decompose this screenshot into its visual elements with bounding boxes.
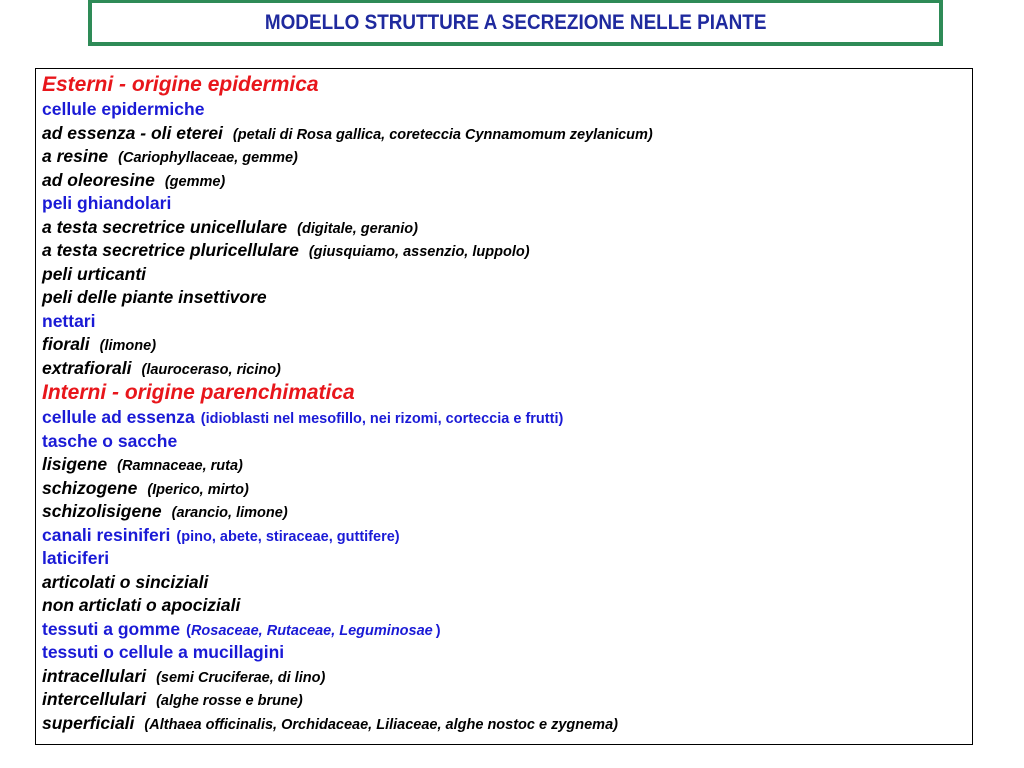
item-row — [42, 453, 972, 477]
row-main: tessuti a gomme — [42, 618, 181, 639]
row-main: cellule epidermiche — [42, 99, 205, 119]
row-note: (petali di Rosa gallica, coreteccia Cynnamomum zeylanicum) — [232, 126, 653, 143]
row-main: a testa secretrice pluricellulare — [42, 240, 299, 260]
item-row — [42, 333, 972, 357]
row-main: Interni - origine parenchimatica — [42, 381, 355, 404]
item-row — [42, 145, 972, 169]
row-main: articolati o sinciziali — [42, 571, 209, 592]
row-main: peli delle piante insettivore — [42, 287, 267, 307]
row-main: intercellulari — [42, 689, 147, 709]
row-note: (arancio, limone) — [171, 505, 288, 521]
row-main: ad essenza - oli eterei — [42, 122, 223, 143]
category-row — [42, 98, 972, 122]
row-note: (alghe rosse e brune) — [156, 693, 303, 709]
row-note: (idioblasti nel mesofillo, nei rizomi, corteccia e frutti) — [200, 411, 564, 427]
item-row — [42, 169, 972, 193]
title-box — [88, 0, 943, 46]
row-main: tessuti o cellule a mucillagini — [42, 642, 285, 662]
row-main: a resine — [42, 146, 109, 166]
row-note: (Ramnaceae, ruta) — [117, 458, 243, 474]
row-note: (Iperico, mirto) — [147, 481, 249, 498]
category-row — [42, 641, 972, 665]
item-row — [42, 665, 972, 689]
row-note: (digitale, geranio) — [297, 220, 418, 237]
row-note: (limone) — [99, 338, 157, 354]
row-main: a testa secretrice unicellulare — [42, 216, 288, 237]
category-row — [42, 310, 972, 334]
item-row — [42, 688, 972, 712]
row-main: extrafiorali — [42, 357, 132, 378]
item-row — [42, 122, 972, 146]
row-main: schizolisigene — [42, 501, 162, 521]
row-main: laticiferi — [42, 548, 110, 568]
row-main: cellule ad essenza — [42, 407, 195, 427]
row-note: (pino, abete, stiraceae, guttifere) — [176, 528, 400, 545]
row-note: (giusquiamo, assenzio, luppolo) — [308, 244, 530, 260]
row-main: tasche o sacche — [42, 430, 178, 451]
item-row — [42, 263, 972, 287]
content-box — [35, 68, 973, 745]
category-row — [42, 406, 972, 430]
row-main: peli urticanti — [42, 263, 147, 284]
item-row — [42, 500, 972, 524]
row-note: Rosaceae, Rutaceae, Leguminosae — [190, 622, 433, 639]
row-main: fiorali — [42, 334, 90, 354]
row-main: lisigene — [42, 454, 108, 474]
item-row — [42, 216, 972, 240]
row-note: (semi Cruciferae, di lino) — [156, 669, 326, 686]
row-main: Esterni - origine epidermica — [42, 73, 319, 96]
row-note-open: ( — [186, 622, 191, 639]
item-row — [42, 712, 972, 736]
category-row — [42, 430, 972, 454]
item-row — [42, 571, 972, 595]
row-main: peli ghiandolari — [42, 193, 172, 213]
row-main: nettari — [42, 310, 96, 331]
row-main: non articlati o apociziali — [42, 595, 241, 615]
category-row — [42, 547, 972, 571]
row-main: superficiali — [42, 712, 135, 733]
row-main: schizogene — [42, 477, 138, 498]
row-note: (gemme) — [164, 173, 226, 190]
row-main: ad oleoresine — [42, 169, 155, 190]
row-main: canali resiniferi — [42, 524, 171, 545]
item-row — [42, 594, 972, 618]
item-row — [42, 477, 972, 501]
item-row — [42, 239, 972, 263]
page-title: MODELLO STRUTTURE A SECREZIONE NELLE PIANTE — [264, 10, 767, 34]
section-heading-external — [42, 72, 972, 98]
section-heading-internal — [42, 380, 972, 406]
category-row — [42, 192, 972, 216]
row-note-close: ) — [435, 622, 441, 639]
item-row — [42, 286, 972, 310]
row-note: (lauroceraso, ricino) — [141, 361, 281, 378]
category-row — [42, 618, 972, 642]
item-row — [42, 357, 972, 381]
row-note: (Cariophyllaceae, gemme) — [118, 150, 298, 166]
row-note: (Althaea officinalis, Orchidaceae, Liliaceae, alghe nostoc e zygnema) — [144, 716, 618, 733]
row-main: intracellulari — [42, 665, 147, 686]
category-row — [42, 524, 972, 548]
